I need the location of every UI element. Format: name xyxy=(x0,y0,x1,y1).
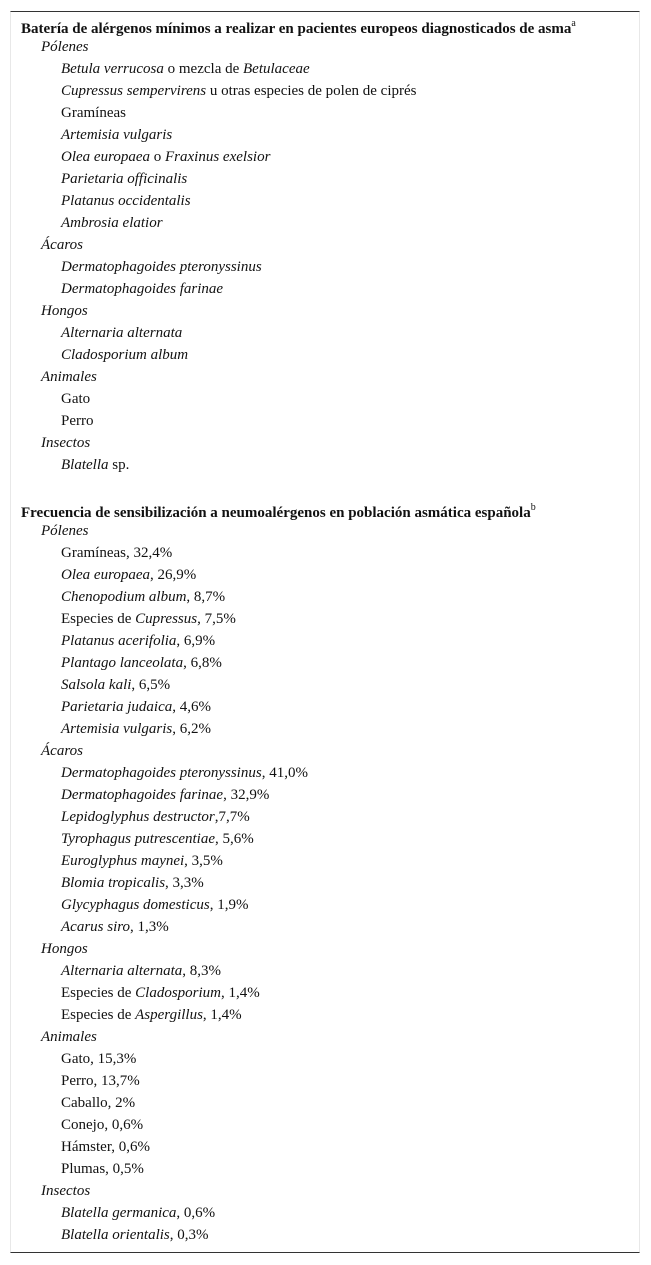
footnote-marker: b xyxy=(530,502,536,513)
species-name: Plantago lanceolata xyxy=(61,655,184,671)
species-name: Platanus acerifolia xyxy=(61,633,177,649)
footnote-marker: a xyxy=(571,18,576,29)
species-name: Dermatophagoides farinae xyxy=(61,787,224,803)
allergen-item xyxy=(11,784,639,806)
item-text: Plumas, 0,5% xyxy=(61,1161,144,1177)
item-text: , 1,3% xyxy=(130,919,169,935)
category-label: Ácaros xyxy=(41,237,83,253)
allergen-item xyxy=(11,718,639,740)
species-name: Alternaria alternata xyxy=(61,325,183,341)
item-text: , 1,9% xyxy=(209,897,249,913)
species-name: Betula verrucosa xyxy=(61,61,164,77)
item-text: , 32,9% xyxy=(223,787,270,803)
item-text: Perro xyxy=(61,413,94,429)
species-name: Lepidoglyphus destructor xyxy=(61,809,215,825)
species-name: Alternaria alternata xyxy=(61,963,183,979)
allergen-item xyxy=(11,168,639,190)
allergen-item xyxy=(11,608,639,630)
species-name: Olea europaea xyxy=(61,149,151,165)
species-name: Cupressus xyxy=(135,611,198,627)
species-name: Platanus occidentalis xyxy=(61,193,191,209)
category-label: Insectos xyxy=(41,1183,91,1199)
species-name: Olea europaea xyxy=(61,567,151,583)
species-name: Cladosporium xyxy=(135,985,221,1001)
allergen-item xyxy=(11,652,639,674)
section-sensitization-frequency xyxy=(11,498,639,1246)
allergen-item xyxy=(11,1224,639,1246)
species-name: Blatella germanica xyxy=(61,1205,177,1221)
allergen-item xyxy=(11,872,639,894)
allergen-item xyxy=(11,828,639,850)
allergen-item xyxy=(11,960,639,982)
allergen-item xyxy=(11,1070,639,1092)
item-text: , 6,9% xyxy=(176,633,216,649)
allergen-item xyxy=(11,1158,639,1180)
species-name: Blatella xyxy=(61,457,109,473)
item-text: ,7,7% xyxy=(214,809,250,825)
category-label: Hongos xyxy=(41,303,88,319)
item-text: Caballo, 2% xyxy=(61,1095,136,1111)
allergen-item xyxy=(11,212,639,234)
section-title: Frecuencia de sensibilización a neumoalérgenos en población asmática española$^b$ xyxy=(21,502,536,521)
allergen-item xyxy=(11,410,639,432)
allergen-item xyxy=(11,762,639,784)
species-name: Glycyphagus domesticus xyxy=(61,897,210,913)
allergen-item xyxy=(11,58,639,80)
item-text: , 5,6% xyxy=(215,831,254,847)
section-title: Batería de alérgenos mínimos a realizar en pacientes europeos diagnosticados de asma$^a$ xyxy=(21,18,576,37)
species-name: Fraxinus exelsior xyxy=(165,149,271,165)
item-text: Gato xyxy=(61,391,91,407)
item-text: Gato, 15,3% xyxy=(61,1051,137,1067)
item-text: , 3,3% xyxy=(165,875,204,891)
species-name: Salsola kali xyxy=(61,677,132,693)
species-name: Chenopodium album xyxy=(61,589,187,605)
item-text: Hámster, 0,6% xyxy=(61,1139,150,1155)
allergen-item xyxy=(11,1092,639,1114)
item-text: , 1,4% xyxy=(221,985,260,1001)
item-text: Especies de xyxy=(61,1007,136,1023)
species-name: Parietaria judaica xyxy=(61,699,173,715)
species-name: Ambrosia elatior xyxy=(61,215,163,231)
allergen-item xyxy=(11,454,639,476)
allergen-item xyxy=(11,388,639,410)
allergen-item xyxy=(11,278,639,300)
allergen-item xyxy=(11,696,639,718)
allergen-item xyxy=(11,586,639,608)
allergen-item xyxy=(11,916,639,938)
item-text: , 0,6% xyxy=(176,1205,216,1221)
allergen-item xyxy=(11,124,639,146)
allergen-item xyxy=(11,564,639,586)
allergen-item xyxy=(11,344,639,366)
section-spacer xyxy=(11,476,639,498)
species-name: Betulaceae xyxy=(243,61,310,77)
item-text: , 8,3% xyxy=(182,963,221,979)
item-text: , 8,7% xyxy=(186,589,226,605)
category-label: Insectos xyxy=(41,435,91,451)
allergen-item xyxy=(11,542,639,564)
species-name: Tyrophagus putrescentiae xyxy=(61,831,216,847)
item-text: Conejo, 0,6% xyxy=(61,1117,144,1133)
item-text: Gramíneas xyxy=(61,105,126,121)
allergen-item xyxy=(11,894,639,916)
category-label: Animales xyxy=(41,1029,97,1045)
allergen-item xyxy=(11,1136,639,1158)
item-text: , 0,3% xyxy=(169,1227,209,1243)
species-name: Dermatophagoides farinae xyxy=(61,281,224,297)
species-name: Euroglyphus maynei xyxy=(61,853,185,869)
allergen-item xyxy=(11,982,639,1004)
item-text: , 3,5% xyxy=(184,853,223,869)
species-name: Parietaria officinalis xyxy=(61,171,188,187)
species-name: Dermatophagoides pteronyssinus xyxy=(61,259,262,275)
item-text: o mezcla de xyxy=(163,61,244,77)
item-text: Gramíneas, 32,4% xyxy=(61,545,173,561)
species-name: Artemisia vulgaris xyxy=(61,127,173,143)
item-text: , 6,2% xyxy=(172,721,211,737)
allergen-item xyxy=(11,102,639,124)
allergen-item xyxy=(11,80,639,102)
category-label: Pólenes xyxy=(41,39,89,55)
allergen-table xyxy=(10,11,640,1253)
allergen-item xyxy=(11,322,639,344)
allergen-item xyxy=(11,630,639,652)
species-name: Aspergillus xyxy=(135,1007,203,1023)
item-text: u otras especies de polen de ciprés xyxy=(206,83,417,99)
allergen-item xyxy=(11,190,639,212)
allergen-item xyxy=(11,146,639,168)
allergen-item xyxy=(11,674,639,696)
allergen-item xyxy=(11,806,639,828)
category-label: Hongos xyxy=(41,941,88,957)
item-text: , 41,0% xyxy=(261,765,308,781)
item-text: , 6,8% xyxy=(183,655,222,671)
category-label: Ácaros xyxy=(41,743,83,759)
item-text: , 4,6% xyxy=(172,699,211,715)
species-name: Artemisia vulgaris xyxy=(61,721,173,737)
allergen-item xyxy=(11,850,639,872)
item-text: , 26,9% xyxy=(150,567,197,583)
allergen-item xyxy=(11,1004,639,1026)
item-text: , 7,5% xyxy=(197,611,236,627)
item-text: Especies de xyxy=(61,611,136,627)
allergen-item xyxy=(11,256,639,278)
item-text: Especies de xyxy=(61,985,136,1001)
allergen-item xyxy=(11,1202,639,1224)
category-label: Pólenes xyxy=(41,523,89,539)
species-name: Cladosporium album xyxy=(61,347,189,363)
item-text: o xyxy=(150,149,166,165)
species-name: Blomia tropicalis xyxy=(61,875,166,891)
allergen-item xyxy=(11,1114,639,1136)
item-text: , 6,5% xyxy=(131,677,171,693)
item-text: sp. xyxy=(108,457,130,473)
category-label: Animales xyxy=(41,369,97,385)
item-text: , 1,4% xyxy=(202,1007,242,1023)
species-name: Cupressus sempervirens xyxy=(61,83,207,99)
section-minimum-battery xyxy=(11,12,639,476)
species-name: Acarus siro xyxy=(61,919,131,935)
item-text: Perro, 13,7% xyxy=(61,1073,140,1089)
allergen-item xyxy=(11,1048,639,1070)
species-name: Blatella orientalis xyxy=(61,1227,170,1243)
species-name: Dermatophagoides pteronyssinus xyxy=(61,765,262,781)
